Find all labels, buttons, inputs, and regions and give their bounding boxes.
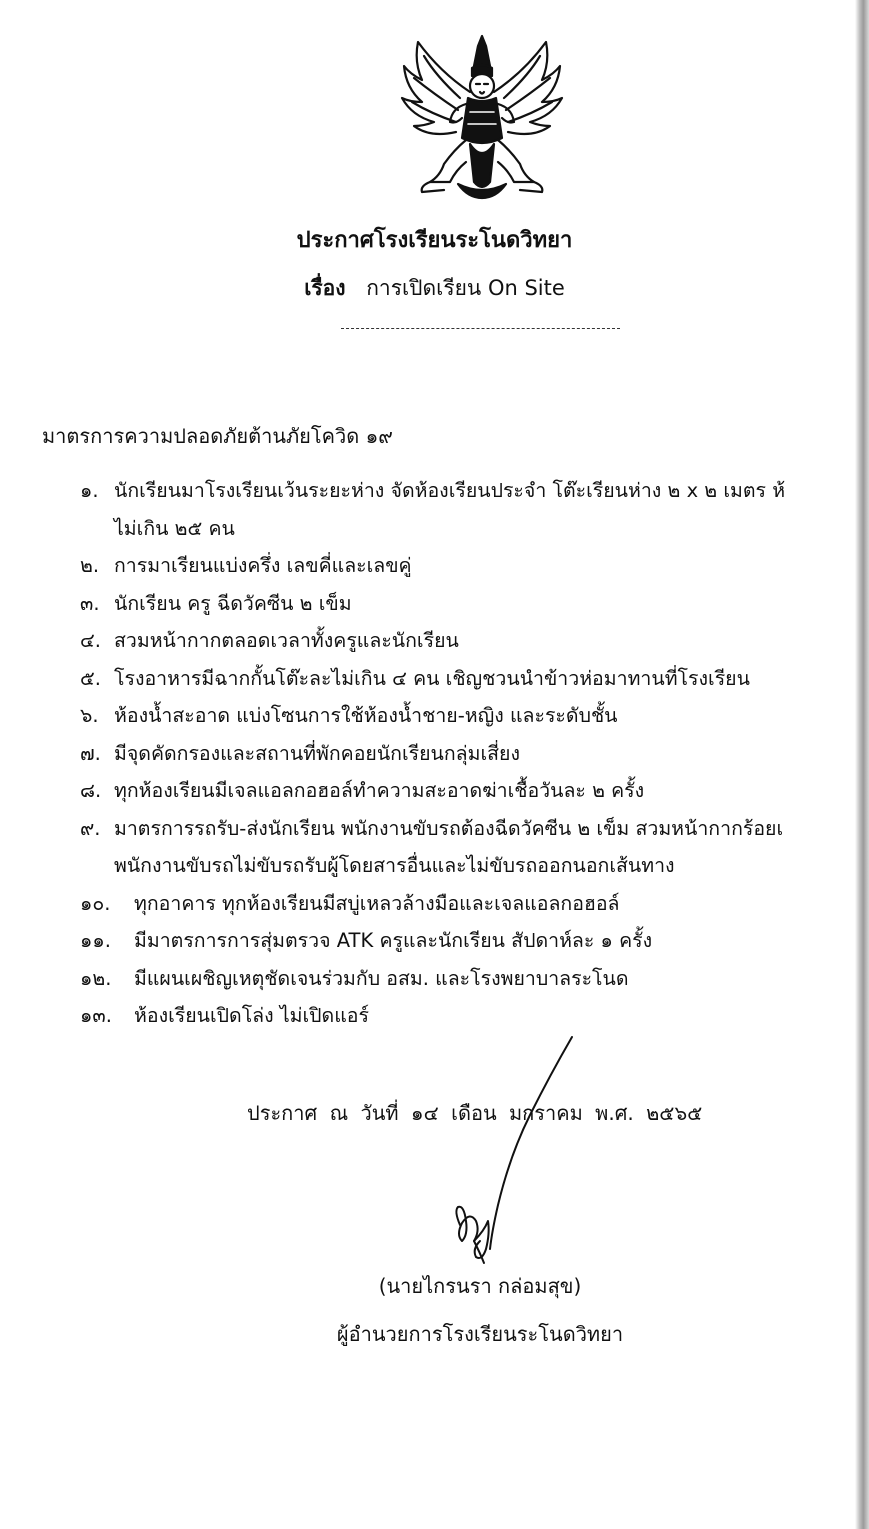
subject-line bbox=[0, 272, 869, 305]
item-text: สวมหน้ากากตลอดเวลาทั้งครูและนักเรียน bbox=[114, 629, 459, 652]
item-number: ๕. bbox=[80, 666, 101, 690]
item-text: นักเรียนมาโรงเรียนเว้นระยะห่าง จัดห้องเรียนประจำ โต๊ะเรียนห่าง ๒ x ๒ เมตร ห้ bbox=[114, 479, 786, 502]
list-item bbox=[80, 997, 869, 1035]
garuda-emblem bbox=[400, 32, 564, 200]
item-number: ๘. bbox=[80, 779, 102, 802]
item-number: ๑. bbox=[80, 479, 99, 502]
divider-line bbox=[341, 328, 620, 329]
announcement-title: ประกาศโรงเรียนระโนดวิทยา bbox=[296, 228, 573, 253]
list-item bbox=[80, 660, 869, 698]
item-text: ทุกอาคาร ทุกห้องเรียนมีสบู่เหลวล้างมือและเจลแอลกอฮอล์ bbox=[134, 891, 620, 915]
list-item bbox=[80, 697, 869, 735]
handwritten-signature bbox=[440, 1035, 580, 1275]
list-item bbox=[80, 735, 869, 773]
subject-label: เรื่อง bbox=[304, 276, 346, 300]
item-number: ๖. bbox=[80, 704, 99, 727]
list-item bbox=[80, 585, 869, 623]
item-number: ๑๒. bbox=[80, 966, 112, 990]
item-text: มาตรการรถรับ-ส่งนักเรียน พนักงานขับรถต้องฉีดวัคซีน ๒ เข็ม สวมหน้ากากร้อยเ bbox=[114, 816, 784, 840]
list-item bbox=[80, 472, 869, 510]
signer-title: ผู้อำนวยการโรงเรียนระโนดวิทยา bbox=[336, 1322, 624, 1346]
item-text: ห้องเรียนเปิดโล่ง ไม่เปิดแอร์ bbox=[134, 1004, 369, 1027]
list-item bbox=[80, 547, 869, 585]
item-number: ๑๓. bbox=[80, 1004, 112, 1027]
item-continuation: พนักงานขับรถไม่ขับรถรับผู้โดยสารอื่นและไม่ขับรถออกนอกเส้นทาง bbox=[114, 854, 675, 877]
item-text: การมาเรียนแบ่งครึ่ง เลขคี่และเลขคู่ bbox=[114, 554, 412, 577]
item-text: มีมาตรการการสุ่มตรวจ ATK ครูและนักเรียน สัปดาห์ละ ๑ ครั้ง bbox=[134, 929, 653, 952]
item-text: โรงอาหารมีฉากกั้นโต๊ะละไม่เกิน ๔ คน เชิญชวนนำข้าวห่อมาทานที่โรงเรียน bbox=[114, 666, 750, 690]
list-item bbox=[80, 885, 869, 923]
item-text: มีแผนเผชิญเหตุชัดเจนร่วมกับ อสม. และโรงพยาบาลระโนด bbox=[134, 966, 629, 990]
signer-name: (นายไกรนรา กล่อมสุข) bbox=[378, 1274, 582, 1298]
list-item bbox=[80, 922, 869, 960]
subject-value: การเปิดเรียน On Site bbox=[366, 276, 565, 300]
item-text: ห้องน้ำสะอาด แบ่งโซนการใช้ห้องน้ำชาย-หญิง และระดับชั้น bbox=[114, 704, 618, 727]
announcement-dateline: ประกาศ ณ วันที่ ๑๔ เดือน มกราคม พ.ศ. ๒๕๖๕ bbox=[247, 1101, 703, 1125]
item-text: มีจุดคัดกรองและสถานที่พักคอยนักเรียนกลุ่มเสี่ยง bbox=[114, 741, 520, 765]
item-number: ๓. bbox=[80, 591, 100, 615]
list-item bbox=[80, 622, 869, 660]
item-number: ๑๐. bbox=[80, 891, 111, 915]
item-text: ทุกห้องเรียนมีเจลแอลกอฮอล์ทำความสะอาดฆ่าเชื้อวันละ ๒ ครั้ง bbox=[114, 779, 645, 802]
item-number: ๗. bbox=[80, 741, 101, 765]
measures-heading: มาตรการความปลอดภัยต้านภัยโควิด ๑๙ bbox=[42, 424, 393, 448]
item-text: นักเรียน ครู ฉีดวัคซีน ๒ เข็ม bbox=[114, 591, 352, 615]
item-number: ๙. bbox=[80, 816, 101, 840]
list-item bbox=[80, 772, 869, 810]
item-number: ๑๑. bbox=[80, 929, 111, 952]
list-item bbox=[80, 960, 869, 998]
item-number: ๔. bbox=[80, 629, 101, 652]
list-item bbox=[80, 810, 869, 848]
item-number: ๒. bbox=[80, 554, 100, 577]
measures-list bbox=[80, 472, 869, 1035]
item-continuation: ไม่เกิน ๒๕ คน bbox=[114, 516, 235, 540]
